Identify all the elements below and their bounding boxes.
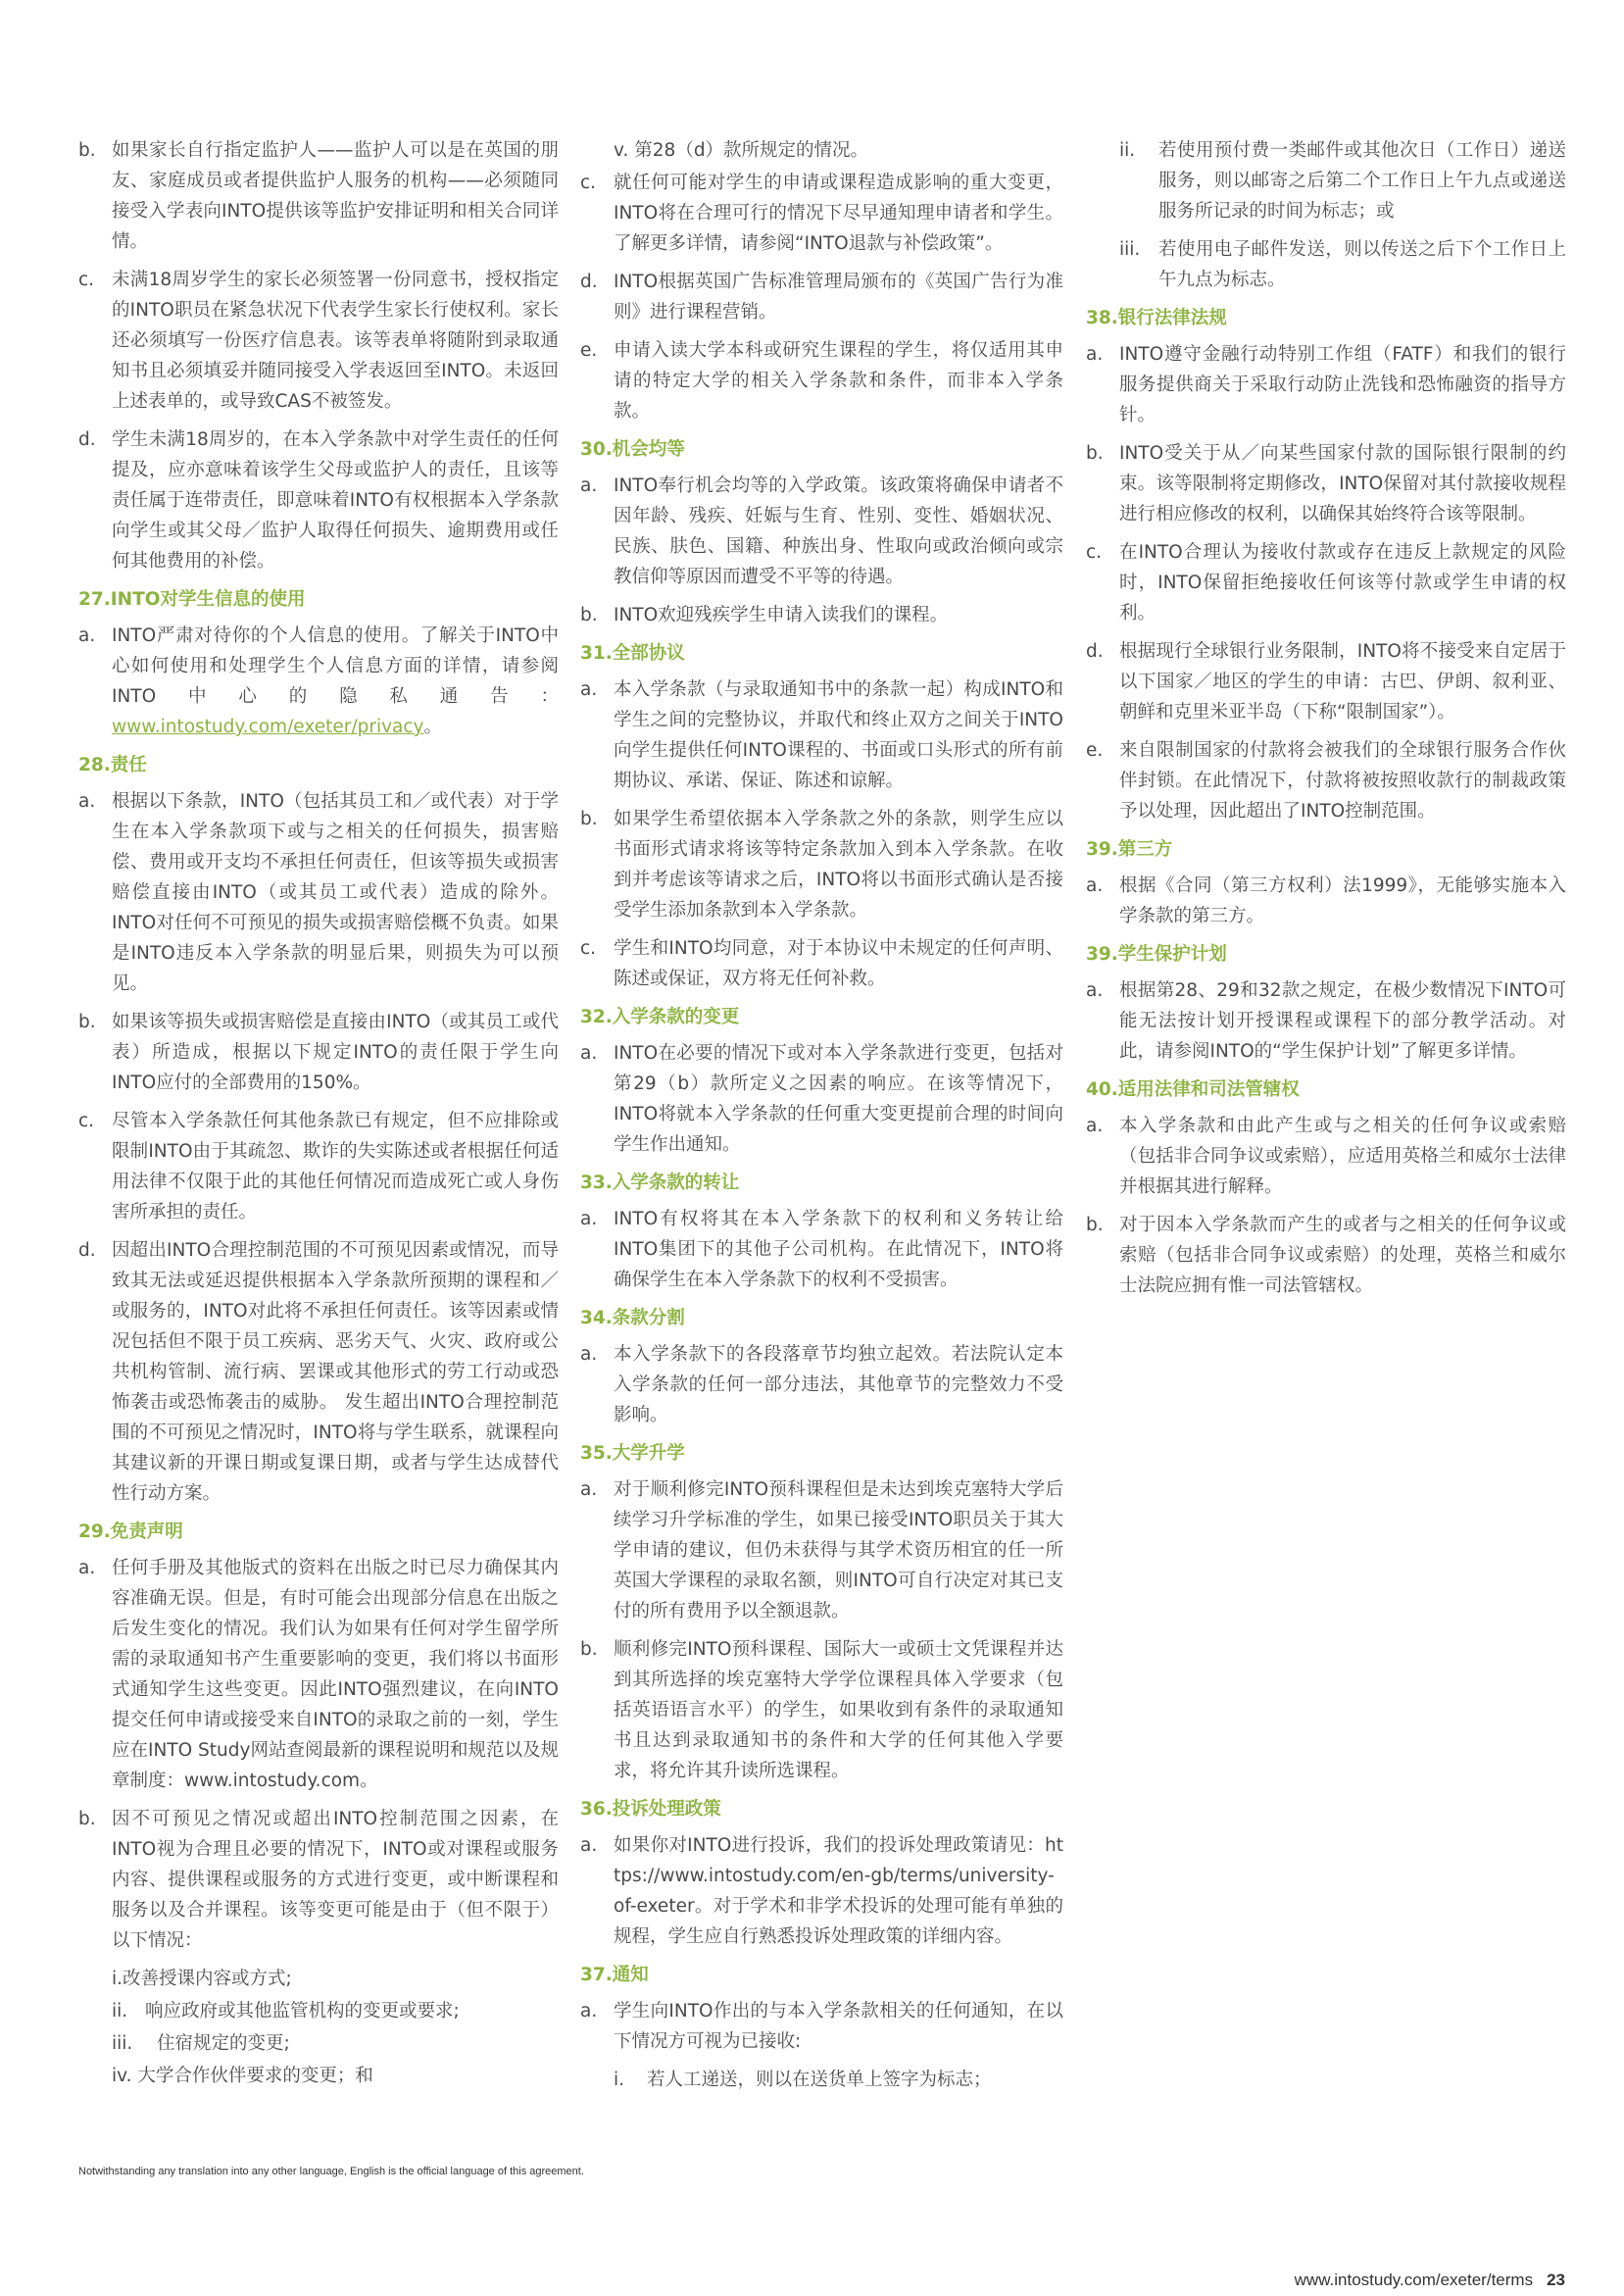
clause-38d [1086, 636, 1566, 727]
section-heading-27: 27.INTO对学生信息的使用 [78, 589, 306, 610]
clause-31a [580, 674, 1063, 796]
clause-30a [580, 471, 1063, 592]
item-marker: a. [580, 1479, 598, 1500]
item-text: INTO受关于从／向某些国家付款的国际银行限制的约束。该等限制将定期修改，INTO保留对其付款接收规程进行相应修改的权利，以确保其始终符合该等限制。 [1119, 443, 1566, 524]
item-marker: b. [580, 1639, 598, 1660]
clause-40a [1086, 1111, 1566, 1202]
clause-29b-iv: iv. 大学合作伙伴要求的变更；和 [112, 2066, 373, 2086]
item-text: 对于因本入学条款而产生的或者与之相关的任何争议或索赔（包括非合同争议或索赔）的处理，英格兰和威尔士法院应拥有惟一司法管辖权。 [1119, 1215, 1566, 1296]
item-text: 尽管本入学条款任何其他条款已有规定，但不应排除或限制INTO由于其疏忽、欺诈的失实陈述或者根据任何适用法律不仅限于此的其他任何情况而造成死亡或人身伤害所承担的责任。 [112, 1111, 559, 1223]
column-1 [78, 135, 559, 2093]
clause-32a [580, 1038, 1063, 1160]
item-text: 就任何可能对学生的申请或课程造成影响的重大变更，INTO将在合理可行的情况下尽早通知理申请者和学生。了解更多详情，请参阅“INTO退款与补偿政策”。 [614, 173, 1063, 254]
item-marker: a. [580, 1344, 598, 1365]
item-text: 因不可预见之情况或超出INTO控制范围之因素，在INTO视为合理且必要的情况下，INTO或对课程或服务内容、提供课程或服务的方式进行变更，或中断课程和服务以及合并课程。该等变更可能是由于（但不限于）以下情况： [112, 1809, 559, 1951]
item-text: 如果该等损失或损害赔偿是直接由INTO（或其员工或代表）所造成，根据以下规定INTO的责任限于学生向INTO应付的全部费用的150%。 [112, 1012, 559, 1093]
clause-26b [78, 135, 559, 257]
item-text: INTO严肃对待你的个人信息的使用。了解关于INTO中心如何使用和处理学生个人信息方面的详情，请参阅INTO中心的隐私通告： [112, 625, 559, 707]
item-marker: a. [580, 1043, 598, 1064]
section-heading-40: 40.适用法律和司法管辖权 [1086, 1079, 1300, 1100]
item-text: 对于顺利修完INTO预科课程但是未达到埃克塞特大学后续学习升学标准的学生，如果已接受INTO职员关于其大学申请的建议，但仍未获得与其学术资历相宜的任一所英国大学课程的录取名额，则INTO可自行决定对其已支付的所有费用予以全额退款。 [614, 1479, 1063, 1622]
item-marker: c. [1086, 542, 1103, 563]
item-marker: a. [580, 679, 598, 700]
item-marker: a. [78, 625, 96, 646]
item-text: 本入学条款（与录取通知书中的条款一起）构成INTO和学生之间的完整协议，并取代和终止双方之间关于INTO向学生提供任何INTO课程的、书面或口头形式的所有前期协议、承诺、保证、陈述和谅解。 [614, 679, 1063, 791]
item-text: 在INTO合理认为接收付款或存在违反上款规定的风险时，INTO保留拒绝接收任何该等付款或学生申请的权利。 [1119, 542, 1566, 624]
item-marker: b. [78, 1809, 96, 1829]
clause-29b-i: i.改善授课内容或方式; [112, 1969, 292, 1989]
clause-28c [78, 1106, 559, 1227]
item-marker: d. [78, 429, 96, 450]
item-marker: iii. [112, 2033, 133, 2054]
clause-28d [78, 1235, 559, 1509]
page-number: 23 [1547, 2271, 1565, 2289]
item-text: INTO奉行机会均等的入学政策。该政策将确保申请者不因年龄、残疾、妊娠与生育、性别、变性、婚姻状况、民族、肤色、国籍、种族出身、性取向或政治倾向或宗教信仰等原因而遭受不平等的待遇。 [614, 475, 1063, 587]
section-heading-36: 36.投诉处理政策 [580, 1799, 721, 1820]
item-marker: i. [614, 2070, 625, 2090]
clause-38a [1086, 339, 1566, 430]
clause-28a [78, 786, 559, 999]
item-marker: c. [580, 938, 597, 959]
item-text: 根据现行全球银行业务限制，INTO将不接受来自定居于以下国家／地区的学生的申请：古巴、伊朗、叙利亚、朝鲜和克里米亚半岛（下称“限制国家”）。 [1119, 641, 1566, 723]
item-marker: a. [78, 1558, 96, 1578]
item-marker: a. [1086, 980, 1104, 1001]
item-marker: c. [78, 1111, 95, 1131]
section-heading-38: 38.银行法律法规 [1086, 308, 1227, 328]
item-marker: ii. [112, 2001, 128, 2021]
clause-29b-v: v. 第28（d）款所规定的情况。 [614, 140, 869, 161]
item-text: 顺利修完INTO预科课程、国际大一或硕士文凭课程并达到其所选择的埃克塞特大学学位课程具体入学要求（包括英语语言水平）的学生，如果收到有条件的录取通知书且达到录取通知书的条件和大学的任何其他入学要求，将允许其升读所选课程。 [614, 1639, 1063, 1781]
clause-26c [78, 265, 559, 417]
clause-31c [580, 933, 1063, 994]
clause-29e [580, 335, 1063, 426]
item-marker: ii. [1119, 140, 1136, 161]
footer-url[interactable]: www.intostudy.com/exeter/terms [1294, 2271, 1534, 2289]
section-heading-34: 34.条款分割 [580, 1308, 685, 1328]
item-text: 因超出INTO合理控制范围的不可预见因素或情况，而导致其无法或延迟提供根据本入学条款所预期的课程和／或服务的，INTO对此将不承担任何责任。该等因素或情况包括但不限于员工疾病、恶劣天气、火灾、政府或公共机构管制、流行病、罢课或其他形式的劳工行动或恐怖袭击或恐怖袭击的威胁。 发生超出INTO合理控制范围的不可预见之情况时，INTO将与学生联系，就课程向其建议新的开课日期或复课日期，或者与学生达成替代性行动方案。 [112, 1240, 559, 1504]
item-text: 根据第28、29和32款之规定，在极少数情况下INTO可能无法按计划开授课程或课程下的部分教学活动。对此，请参阅INTO的“学生保护计划”了解更多详情。 [1119, 980, 1566, 1062]
clause-30b [580, 600, 1063, 630]
item-text: INTO根据英国广告标准管理局颁布的《英国广告行为准则》进行课程营销。 [614, 272, 1063, 323]
item-marker: a. [1086, 1116, 1104, 1136]
item-marker: a. [580, 475, 598, 496]
clause-36a [580, 1830, 1063, 1952]
clause-26d [78, 424, 559, 576]
item-marker: b. [1086, 443, 1104, 464]
section-heading-31: 31.全部协议 [580, 643, 685, 664]
item-marker: b. [1086, 1215, 1104, 1235]
clause-40b [1086, 1210, 1566, 1301]
item-text: 学生向INTO作出的与本入学条款相关的任何通知，在以下情况方可视为已接收: [614, 2001, 1063, 2052]
section-heading-39-student-protection: 39.学生保护计划 [1086, 944, 1227, 965]
item-text: 住宿规定的变更; [157, 2033, 290, 2054]
clause-28b [78, 1007, 559, 1098]
item-marker: e. [580, 340, 598, 361]
item-marker: d. [1086, 641, 1104, 662]
clause-29a [78, 1553, 559, 1796]
clause-29b [78, 1804, 559, 1956]
clause-35b [580, 1634, 1063, 1786]
clause-31b [580, 804, 1063, 925]
clause-37a-ii [1119, 135, 1566, 226]
clause-29b-ii [78, 1996, 559, 2026]
item-text: INTO遵守金融行动特别工作组（FATF）和我们的银行服务提供商关于采取行动防止洗钱和恐怖融资的指导方针。 [1119, 344, 1566, 425]
item-text: 若使用预付费一类邮件或其他次日（工作日）递送服务，则以邮寄之后第二个工作日上午九点或递送服务所记录的时间为标志；或 [1158, 140, 1566, 222]
item-marker: a. [580, 1209, 598, 1229]
item-text: 如果学生希望依据本入学条款之外的条款，则学生应以书面形式请求将该等特定条款加入到本入学条款。在收到并考虑该等请求之后，INTO将以书面形式确认是否接受学生添加条款到本入学条款。 [614, 809, 1063, 921]
clause-38e [1086, 735, 1566, 826]
item-marker: iii. [1119, 239, 1141, 260]
item-text: 若人工递送，则以在送货单上签字为标志； [647, 2070, 992, 2090]
clause-35a [580, 1474, 1063, 1626]
clause-34a [580, 1339, 1063, 1430]
clause-29c [580, 168, 1063, 259]
item-text: INTO有权将其在本入学条款下的权利和义务转让给INTO集团下的其他子公司机构。在此情况下，INTO将确保学生在本入学条款下的权利不受损害。 [614, 1209, 1063, 1290]
item-marker: a. [78, 791, 96, 812]
clause-38b [1086, 438, 1566, 529]
section-heading-29: 29.免责声明 [78, 1522, 183, 1542]
item-marker: a. [580, 2001, 598, 2021]
item-marker: b. [78, 140, 96, 161]
section-heading-35: 35.大学升学 [580, 1443, 685, 1464]
column-2 [580, 135, 1063, 2103]
clause-33a [580, 1204, 1063, 1295]
item-text: 如果你对INTO进行投诉，我们的投诉处理政策请见：https://www.intostudy.com/en-gb/terms/university-of-exeter。对于学术和非学术投诉的处理可能有单独的规程，学生应自行熟悉投诉处理政策的详细内容。 [614, 1835, 1063, 1947]
item-text: 根据《合同（第三方权利）法1999》，无能够实施本入学条款的第三方。 [1119, 875, 1566, 926]
item-text: 如果家长自行指定监护人——监护人可以是在英国的朋友、家庭成员或者提供监护人服务的机构——必须随同接受入学表向INTO提供该等监护安排证明和相关合同详情。 [112, 140, 559, 252]
item-marker: a. [580, 1835, 598, 1856]
item-marker: d. [78, 1240, 96, 1261]
clause-27a [78, 621, 559, 742]
item-marker: e. [1086, 740, 1104, 761]
language-footnote: Notwithstanding any translation into any other language, English is the official language of this agreement. [78, 2166, 584, 2177]
section-heading-30: 30.机会均等 [580, 439, 685, 460]
item-text: 若使用电子邮件发送，则以传送之后下个工作日上午九点为标志。 [1158, 239, 1566, 290]
item-marker: d. [580, 272, 598, 292]
clause-39-student-protection-a [1086, 975, 1566, 1067]
item-text-end: 。 [423, 717, 443, 737]
section-heading-37: 37.通知 [580, 1965, 649, 1985]
privacy-link[interactable]: www.intostudy.com/exeter/privacy [112, 717, 424, 737]
item-marker: a. [1086, 344, 1104, 365]
clause-38c [1086, 537, 1566, 628]
item-text: 任何手册及其他版式的资料在出版之时已尽力确保其内容准确无误。但是，有时可能会出现部分信息在出版之后发生变化的情况。我们认为如果有任何对学生留学所需的录取通知书产生重要影响的变更，我们将以书面形式通知学生这些变更。因此INTO强烈建议，在向INTO提交任何申请或接受来自INTO的录取之前的一刻，学生应在INTO Study网站查阅最新的课程说明和规范以及规章制度：www.intostudy.com。 [112, 1558, 559, 1791]
clause-29d [580, 267, 1063, 327]
section-heading-39: 39.第三方 [1086, 839, 1173, 860]
clause-37a-i [614, 2065, 1063, 2095]
clause-37a-iii [1119, 234, 1566, 295]
item-text: 本入学条款下的各段落章节均独立起效。若法院认定本入学条款的任何一部分违法，其他章节的完整效力不受影响。 [614, 1344, 1063, 1425]
section-heading-33: 33.入学条款的转让 [580, 1173, 740, 1193]
item-text: INTO欢迎残疾学生申请入读我们的课程。 [614, 605, 949, 625]
item-text: 响应政府或其他监管机构的变更或要求; [145, 2001, 460, 2021]
item-text: INTO在必要的情况下或对本入学条款进行变更，包括对第29（b）款所定义之因素的响应。在该等情况下，INTO将就本入学条款的任何重大变更提前合理的时间向学生作出通知。 [614, 1043, 1063, 1155]
item-text: 申请入读大学本科或研究生课程的学生，将仅适用其申请的特定大学的相关入学条款和条件，而非本入学条款。 [614, 340, 1063, 422]
item-marker: c. [78, 270, 95, 290]
item-text: 本入学条款和由此产生或与之相关的任何争议或索赔（包括非合同争议或索赔），应适用英格兰和威尔士法律并根据其进行解释。 [1119, 1116, 1566, 1197]
item-marker: b. [580, 605, 598, 625]
section-heading-28: 28.责任 [78, 755, 147, 775]
item-text: 未满18周岁学生的家长必须签署一份同意书，授权指定的INTO职员在紧急状况下代表学生家长行使权利。家长还必须填写一份医疗信息表。该等表单将随附到录取通知书且必须填妥并随同接受入学表返回至INTO。未返回上述表单的，或导致CAS不被签发。 [112, 270, 559, 412]
item-marker: b. [78, 1012, 96, 1032]
item-marker: b. [580, 809, 598, 829]
item-text: 根据以下条款，INTO（包括其员工和／或代表）对于学生在本入学条款项下或与之相关的任何损失，损害赔偿、费用或开支均不承担任何责任，但该等损失或损害赔偿直接由INTO（或其员工或代表）造成的除外。INTO对任何不可预见的损失或损害赔偿概不负责。如果是INTO违反本入学条款的明显后果，则损失为可以预见。 [112, 791, 559, 994]
item-text: 来自限制国家的付款将会被我们的全球银行服务合作伙伴封锁。在此情况下，付款将被按照收款行的制裁政策予以处理，因此超出了INTO控制范围。 [1119, 740, 1566, 822]
section-heading-32: 32.入学条款的变更 [580, 1007, 740, 1027]
item-text: 学生和INTO均同意，对于本协议中未规定的任何声明、陈述或保证，双方将无任何补救。 [614, 938, 1063, 989]
item-text: 学生未满18周岁的，在本入学条款中对学生责任的任何提及，应亦意味着该学生父母或监护人的责任，且该等责任属于连带责任，即意味着INTO有权根据本入学条款向学生或其父母／监护人取得任何损失、逾期费用或任何其他费用的补偿。 [112, 429, 559, 572]
page-footer [1295, 2271, 1565, 2290]
item-marker: c. [580, 173, 597, 193]
clause-29b-iii [78, 2028, 559, 2059]
column-3 [1086, 135, 1566, 1309]
clause-39a [1086, 871, 1566, 931]
item-marker: a. [1086, 875, 1104, 896]
clause-37a [580, 1996, 1063, 2057]
